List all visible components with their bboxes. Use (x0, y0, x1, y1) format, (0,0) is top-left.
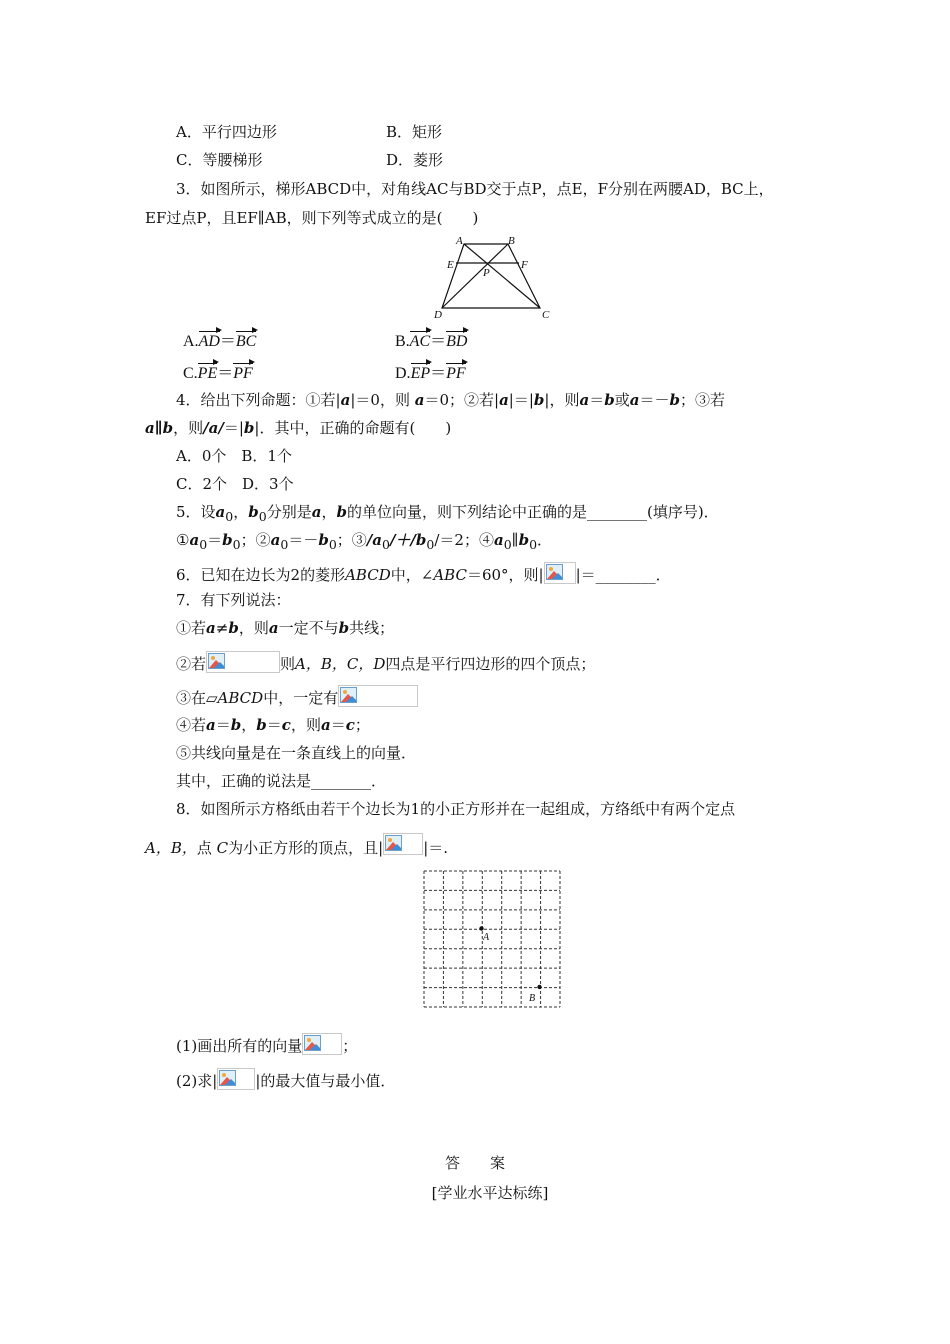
image-placeholder-icon (302, 1033, 342, 1055)
q3-text-line2: EF过点P，且EF∥AB，则下列等式成立的是( ) (145, 209, 479, 227)
q7-statement-2: ②若 则A，B，C，D四点是平行四边形的四个顶点； (176, 651, 595, 674)
label-b: B (508, 235, 515, 247)
trapezoid-outline (442, 244, 540, 308)
q8-subquestion-2: (2)求| |的最大值与最小值． (176, 1068, 395, 1091)
q7-statement-4: ④若a＝b，b＝c，则a＝c； (176, 716, 370, 734)
point-a-dot (479, 926, 483, 930)
image-placeholder-icon (206, 651, 280, 673)
q3-option-c: C.PE＝PF (183, 365, 253, 382)
q4-text-line2: a∥b，则/a/＝|b|．其中，正确的命题有( ) (145, 419, 452, 437)
q7-statement-5: ⑤共线向量是在一条直线上的向量． (176, 744, 417, 762)
q2-option-d: D．菱形 (386, 151, 444, 169)
label-d: D (434, 309, 442, 321)
label-a: A (456, 235, 463, 247)
q7-statement-1: ①若a≠b，则a一定不与b共线； (176, 619, 395, 637)
q8-text-line2: A，B，点 C为小正方形的顶点，且| |＝. (145, 833, 448, 858)
q8-text-line1: 8．如图所示方格纸由若干个边长为1的小正方形并在一起组成，方络纸中有两个定点 (176, 800, 736, 818)
q4-options-cd: C．2个 D．3个 (176, 475, 294, 493)
point-a-label: A (483, 932, 490, 943)
image-placeholder-icon (383, 833, 423, 855)
image-placeholder-icon (338, 685, 418, 707)
q2-option-a: A．平行四边形 (176, 123, 277, 141)
q7-title: 7．有下列说法： (176, 591, 291, 609)
label-f: F (521, 259, 528, 271)
q3-option-b: B.AC＝BD (395, 333, 468, 350)
label-e: E (447, 259, 454, 271)
grid-paper-figure (423, 870, 563, 1010)
point-b-label: B (529, 993, 536, 1004)
label-c: C (542, 309, 550, 321)
q3-text-line1: 3．如图所示，梯形ABCD中，对角线AC与BD交于点P，点E，F分别在两腰AD，BC上， (176, 180, 774, 198)
point-b-dot (537, 985, 541, 989)
q8-subquestion-1: (1)画出所有的向量 ； (176, 1033, 357, 1056)
answer-title: 答 案 (444, 1154, 505, 1172)
label-p: P (483, 267, 490, 279)
q7-conclusion: 其中，正确的说法是________． (176, 772, 387, 790)
q7-statement-3: ③在▱ABCD中，一定有 (176, 685, 418, 708)
q3-option-d: D.EP＝PF (395, 365, 466, 382)
q5-text-line1: 5．设$a_0$，$b_0$分别是a，b的单位向量，则下列结论中正确的是________(填序号)． (176, 503, 719, 524)
q4-text-line1: 4．给出下列命题：①若|a|＝0，则 a＝0；②若|a|＝|b|，则a＝b或a＝－b；③若 (176, 391, 725, 409)
q6-text: 6．已知在边长为2的菱形ABCD中，∠ABC＝60°，则| |＝________． (176, 562, 671, 585)
q2-option-b: B．矩形 (386, 123, 443, 141)
q2-option-c: C．等腰梯形 (176, 151, 263, 169)
q4-options-ab: A．0个 B．1个 (176, 447, 292, 465)
trapezoid-figure (430, 232, 560, 324)
image-placeholder-icon (217, 1068, 255, 1090)
q3-option-a: A.AD＝BC (183, 333, 257, 350)
image-placeholder-icon (544, 562, 576, 584)
answer-section: [学业水平达标练] (431, 1184, 549, 1202)
q5-text-line2: $①a_0=b_0$；$②a_0=-b_0$；$③/a_0/+/b_0/=2$；$④a_0\parallel b_0$． (176, 531, 553, 552)
